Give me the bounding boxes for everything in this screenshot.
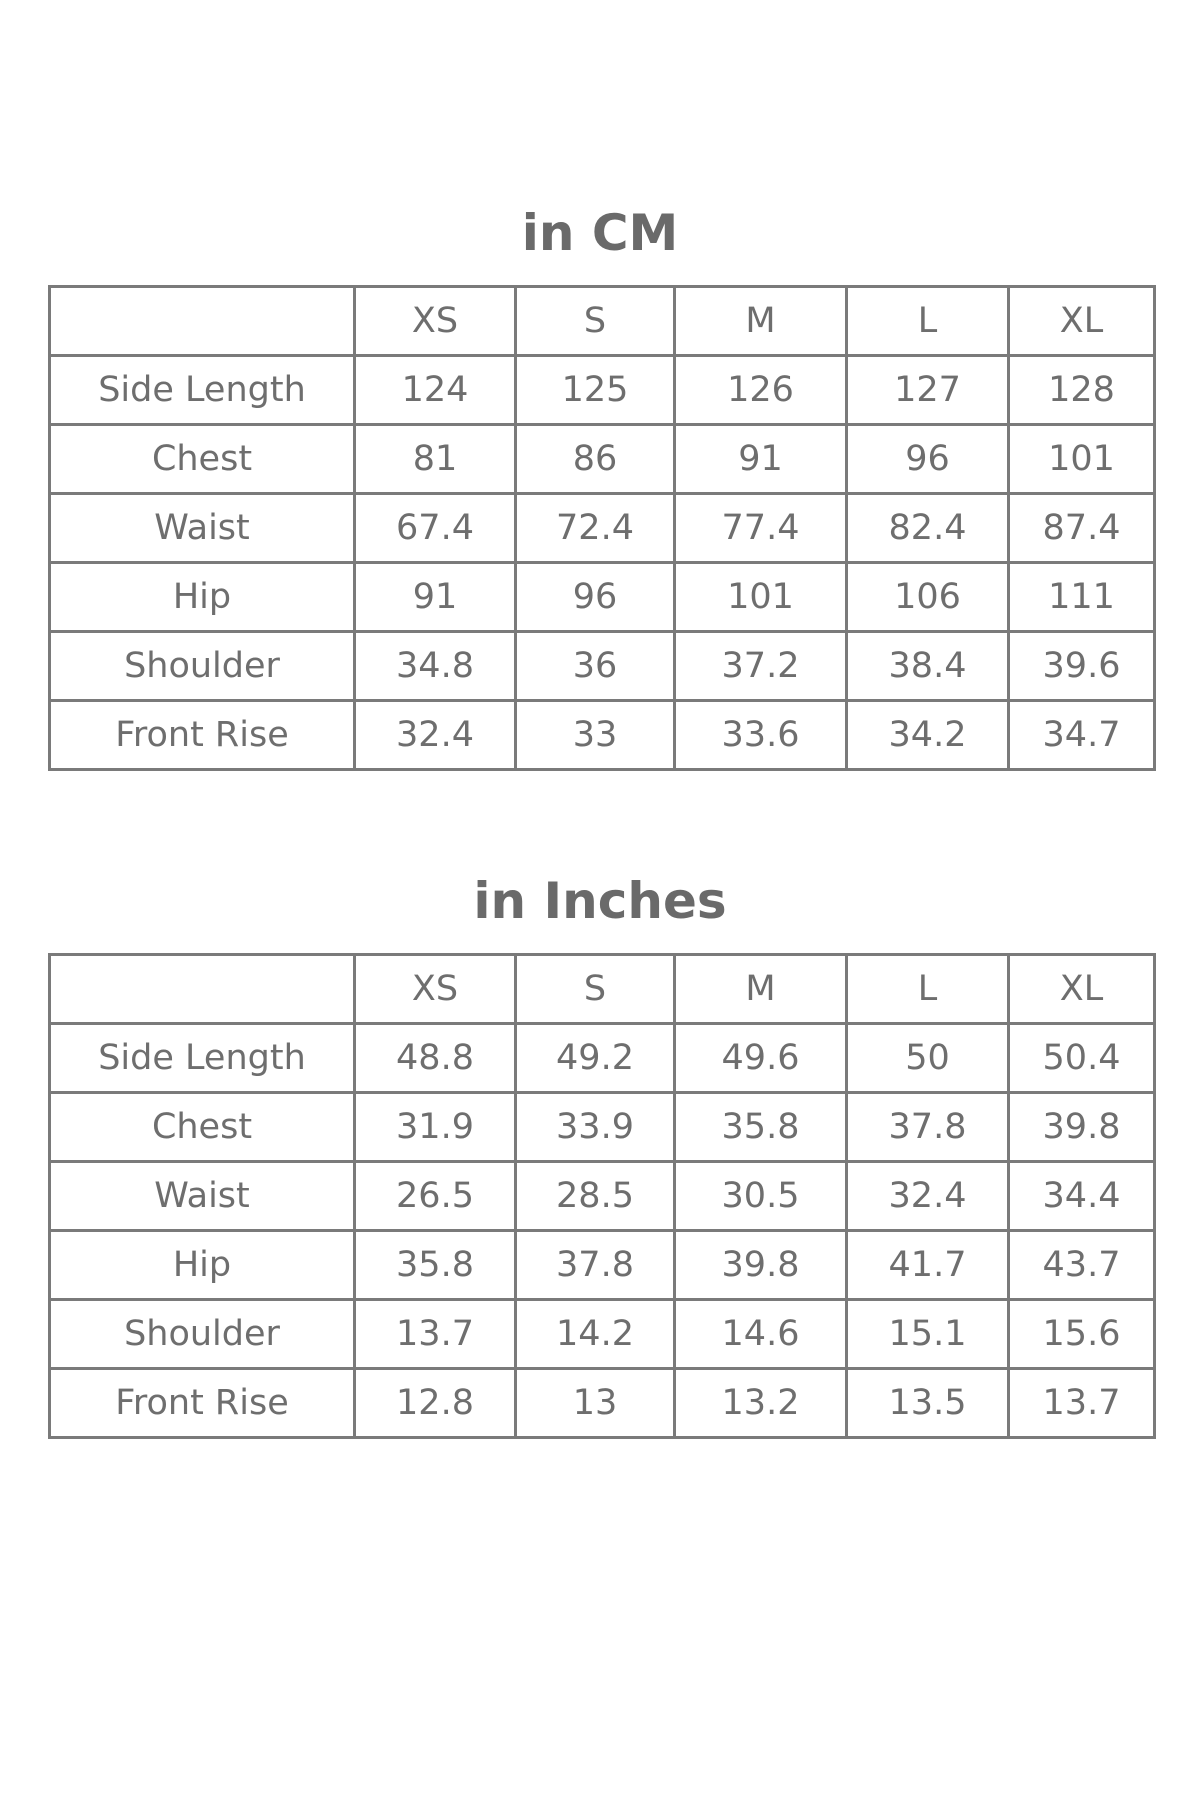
table-cell: 96 <box>847 425 1009 494</box>
table-cell: 34.8 <box>355 632 516 701</box>
row-label: Side Length <box>50 1024 355 1093</box>
table-cell: 32.4 <box>847 1162 1009 1231</box>
header-cell-empty <box>50 287 355 356</box>
table-cell: 72.4 <box>516 494 675 563</box>
table-cell: 34.4 <box>1009 1162 1155 1231</box>
table-cell: 28.5 <box>516 1162 675 1231</box>
table-cell: 82.4 <box>847 494 1009 563</box>
table-row <box>50 1162 1155 1231</box>
table-row <box>50 563 1155 632</box>
table-cell: 35.8 <box>675 1093 847 1162</box>
table-row <box>50 1093 1155 1162</box>
table-cell: 49.2 <box>516 1024 675 1093</box>
table-cell: 101 <box>675 563 847 632</box>
table-cell: 30.5 <box>675 1162 847 1231</box>
table-cell: 111 <box>1009 563 1155 632</box>
table-cell: 37.8 <box>516 1231 675 1300</box>
table-cell: 37.8 <box>847 1093 1009 1162</box>
table-cell: 39.8 <box>1009 1093 1155 1162</box>
table-cell: 32.4 <box>355 701 516 770</box>
table-cell: 35.8 <box>355 1231 516 1300</box>
size-table-cm <box>48 285 1156 771</box>
table-row <box>50 356 1155 425</box>
size-table-inches <box>48 953 1156 1439</box>
table-cell: 50.4 <box>1009 1024 1155 1093</box>
table-cell: 13.5 <box>847 1369 1009 1438</box>
table-cell: 15.6 <box>1009 1300 1155 1369</box>
table-cell: 33.9 <box>516 1093 675 1162</box>
table-cell: 106 <box>847 563 1009 632</box>
table-cell: 91 <box>675 425 847 494</box>
table-row <box>50 701 1155 770</box>
header-cell-m: M <box>675 955 847 1024</box>
table-row <box>50 1300 1155 1369</box>
table-cell: 37.2 <box>675 632 847 701</box>
table-cell: 48.8 <box>355 1024 516 1093</box>
table-cell: 15.1 <box>847 1300 1009 1369</box>
table-row <box>50 1024 1155 1093</box>
table-header-row <box>50 287 1155 356</box>
table-cell: 43.7 <box>1009 1231 1155 1300</box>
table-cell: 12.8 <box>355 1369 516 1438</box>
table-cell: 49.6 <box>675 1024 847 1093</box>
table-cell: 39.8 <box>675 1231 847 1300</box>
table-cell: 127 <box>847 356 1009 425</box>
row-label: Waist <box>50 494 355 563</box>
table-cell: 128 <box>1009 356 1155 425</box>
header-cell-xs: XS <box>355 955 516 1024</box>
table-cell: 124 <box>355 356 516 425</box>
table-cell: 86 <box>516 425 675 494</box>
row-label: Chest <box>50 425 355 494</box>
table-cell: 101 <box>1009 425 1155 494</box>
table-cell: 26.5 <box>355 1162 516 1231</box>
header-cell-xs: XS <box>355 287 516 356</box>
row-label: Front Rise <box>50 1369 355 1438</box>
header-cell-s: S <box>516 287 675 356</box>
table-cell: 38.4 <box>847 632 1009 701</box>
table-cell: 13 <box>516 1369 675 1438</box>
table-cell: 13.7 <box>355 1300 516 1369</box>
row-label: Front Rise <box>50 701 355 770</box>
header-cell-xl: XL <box>1009 287 1155 356</box>
table-row <box>50 425 1155 494</box>
table-header-row <box>50 955 1155 1024</box>
table-cell: 125 <box>516 356 675 425</box>
section-title-cm: in CM <box>521 204 679 262</box>
table-cell: 39.6 <box>1009 632 1155 701</box>
header-cell-s: S <box>516 955 675 1024</box>
table-cell: 41.7 <box>847 1231 1009 1300</box>
table-cell: 33.6 <box>675 701 847 770</box>
table-cell: 33 <box>516 701 675 770</box>
table-cell: 91 <box>355 563 516 632</box>
table-cell: 13.7 <box>1009 1369 1155 1438</box>
table-cell: 77.4 <box>675 494 847 563</box>
table-cell: 87.4 <box>1009 494 1155 563</box>
header-cell-empty <box>50 955 355 1024</box>
table-row <box>50 1369 1155 1438</box>
table-cell: 31.9 <box>355 1093 516 1162</box>
row-label: Hip <box>50 563 355 632</box>
table-cell: 67.4 <box>355 494 516 563</box>
header-cell-xl: XL <box>1009 955 1155 1024</box>
row-label: Side Length <box>50 356 355 425</box>
table-cell: 50 <box>847 1024 1009 1093</box>
section-title-inches: in Inches <box>473 872 727 930</box>
table-cell: 14.6 <box>675 1300 847 1369</box>
row-label: Shoulder <box>50 1300 355 1369</box>
header-cell-l: L <box>847 955 1009 1024</box>
table-cell: 34.2 <box>847 701 1009 770</box>
table-cell: 96 <box>516 563 675 632</box>
table-cell: 126 <box>675 356 847 425</box>
table-cell: 34.7 <box>1009 701 1155 770</box>
header-cell-m: M <box>675 287 847 356</box>
table-cell: 14.2 <box>516 1300 675 1369</box>
table-row <box>50 1231 1155 1300</box>
table-cell: 36 <box>516 632 675 701</box>
table-row <box>50 494 1155 563</box>
row-label: Hip <box>50 1231 355 1300</box>
table-cell: 13.2 <box>675 1369 847 1438</box>
table-row <box>50 632 1155 701</box>
row-label: Shoulder <box>50 632 355 701</box>
row-label: Chest <box>50 1093 355 1162</box>
row-label: Waist <box>50 1162 355 1231</box>
header-cell-l: L <box>847 287 1009 356</box>
table-cell: 81 <box>355 425 516 494</box>
